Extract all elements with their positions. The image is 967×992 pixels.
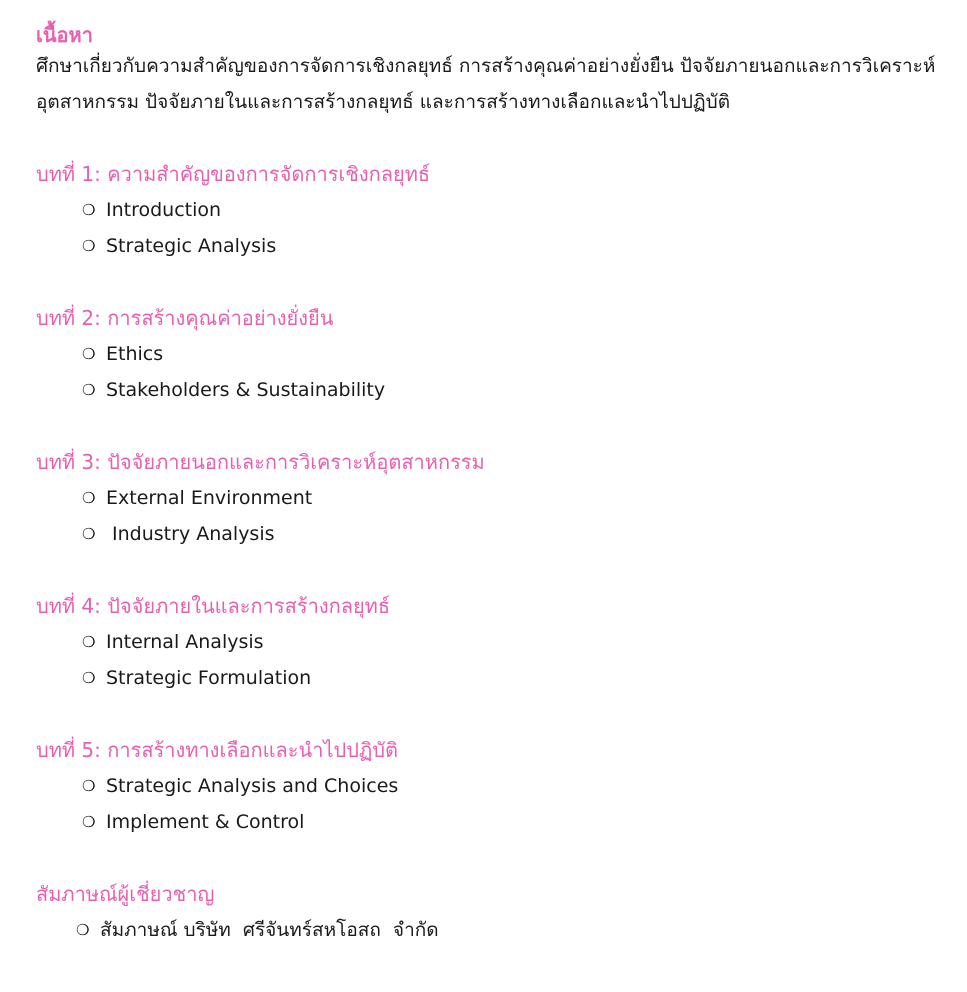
chapter-items xyxy=(36,480,936,552)
circle-bullet-icon: ❍ xyxy=(76,921,90,939)
interview-section xyxy=(36,876,936,948)
chapter-items xyxy=(36,336,936,408)
list-item-label: Strategic Analysis xyxy=(106,235,277,257)
chapter-title: บทที่ 3: ปัจจัยภายนอกและการวิเคราะห์อุตสาหกรรม xyxy=(36,450,485,474)
section-gap xyxy=(36,840,936,876)
chapter-section-2 xyxy=(36,300,936,408)
section-gap xyxy=(36,264,936,300)
course-description-line-2: อุตสาหกรรม ปัจจัยภายในและการสร้างกลยุทธ์ และการสร้างทางเลือกและนำไปปฏิบัติ xyxy=(36,91,731,113)
chapter-section-4 xyxy=(36,588,936,696)
list-item-label: Implement & Control xyxy=(106,811,305,833)
list-item xyxy=(82,804,936,840)
section-gap xyxy=(36,696,936,732)
list-item xyxy=(82,624,936,660)
chapter-section-3 xyxy=(36,444,936,552)
circle-bullet-icon: ❍ xyxy=(82,489,96,507)
chapter-section-5 xyxy=(36,732,936,840)
circle-bullet-icon: ❍ xyxy=(82,633,96,651)
list-item-label: สัมภาษณ์ บริษัท ศรีจันทร์สหโอสถ จำกัด xyxy=(100,919,439,941)
list-item-label: Internal Analysis xyxy=(106,631,264,653)
circle-bullet-icon: ❍ xyxy=(82,669,96,687)
list-item xyxy=(82,228,936,264)
chapter-title: บทที่ 1: ความสำคัญของการจัดการเชิงกลยุทธ์ xyxy=(36,162,431,186)
chapter-items xyxy=(36,624,936,696)
circle-bullet-icon: ❍ xyxy=(82,813,96,831)
chapter-section-1 xyxy=(36,156,936,264)
chapter-items xyxy=(36,768,936,840)
chapter-title: บทที่ 2: การสร้างคุณค่าอย่างยั่งยืน xyxy=(36,306,334,330)
content-heading: เนื้อหา xyxy=(36,23,93,47)
chapter-title: บทที่ 5: การสร้างทางเลือกและนำไปปฏิบัติ xyxy=(36,738,399,762)
list-item xyxy=(82,336,936,372)
list-item-label: Strategic Analysis and Choices xyxy=(106,775,399,797)
course-description-line-1: ศึกษาเกี่ยวกับความสำคัญของการจัดการเชิงกลยุทธ์ การสร้างคุณค่าอย่างยั่งยืน ปัจจัยภายนอกและการวิเคราะห์ xyxy=(36,55,936,77)
chapter-items xyxy=(36,192,936,264)
list-item-label: Industry Analysis xyxy=(106,523,275,545)
syllabus-document xyxy=(36,22,936,948)
circle-bullet-icon: ❍ xyxy=(82,201,96,219)
list-item-label: Stakeholders & Sustainability xyxy=(106,379,386,401)
section-gap xyxy=(36,552,936,588)
chapter-list xyxy=(36,120,936,840)
list-item xyxy=(82,192,936,228)
list-item-label: Introduction xyxy=(106,199,222,221)
list-item-label: External Environment xyxy=(106,487,313,509)
list-item xyxy=(82,768,936,804)
list-item xyxy=(82,516,936,552)
section-gap xyxy=(36,408,936,444)
section-gap xyxy=(36,120,936,156)
list-item xyxy=(82,660,936,696)
chapter-title: บทที่ 4: ปัจจัยภายในและการสร้างกลยุทธ์ xyxy=(36,594,391,618)
circle-bullet-icon: ❍ xyxy=(82,381,96,399)
course-description xyxy=(36,48,936,120)
circle-bullet-icon: ❍ xyxy=(82,345,96,363)
list-item xyxy=(76,912,936,948)
list-item-label: Ethics xyxy=(106,343,164,365)
interview-title: สัมภาษณ์ผู้เชี่ยวชาญ xyxy=(36,882,215,906)
list-item xyxy=(82,372,936,408)
circle-bullet-icon: ❍ xyxy=(82,777,96,795)
interview-items xyxy=(36,912,936,948)
circle-bullet-icon: ❍ xyxy=(82,237,96,255)
list-item xyxy=(82,480,936,516)
circle-bullet-icon: ❍ xyxy=(82,525,96,543)
list-item-label: Strategic Formulation xyxy=(106,667,312,689)
